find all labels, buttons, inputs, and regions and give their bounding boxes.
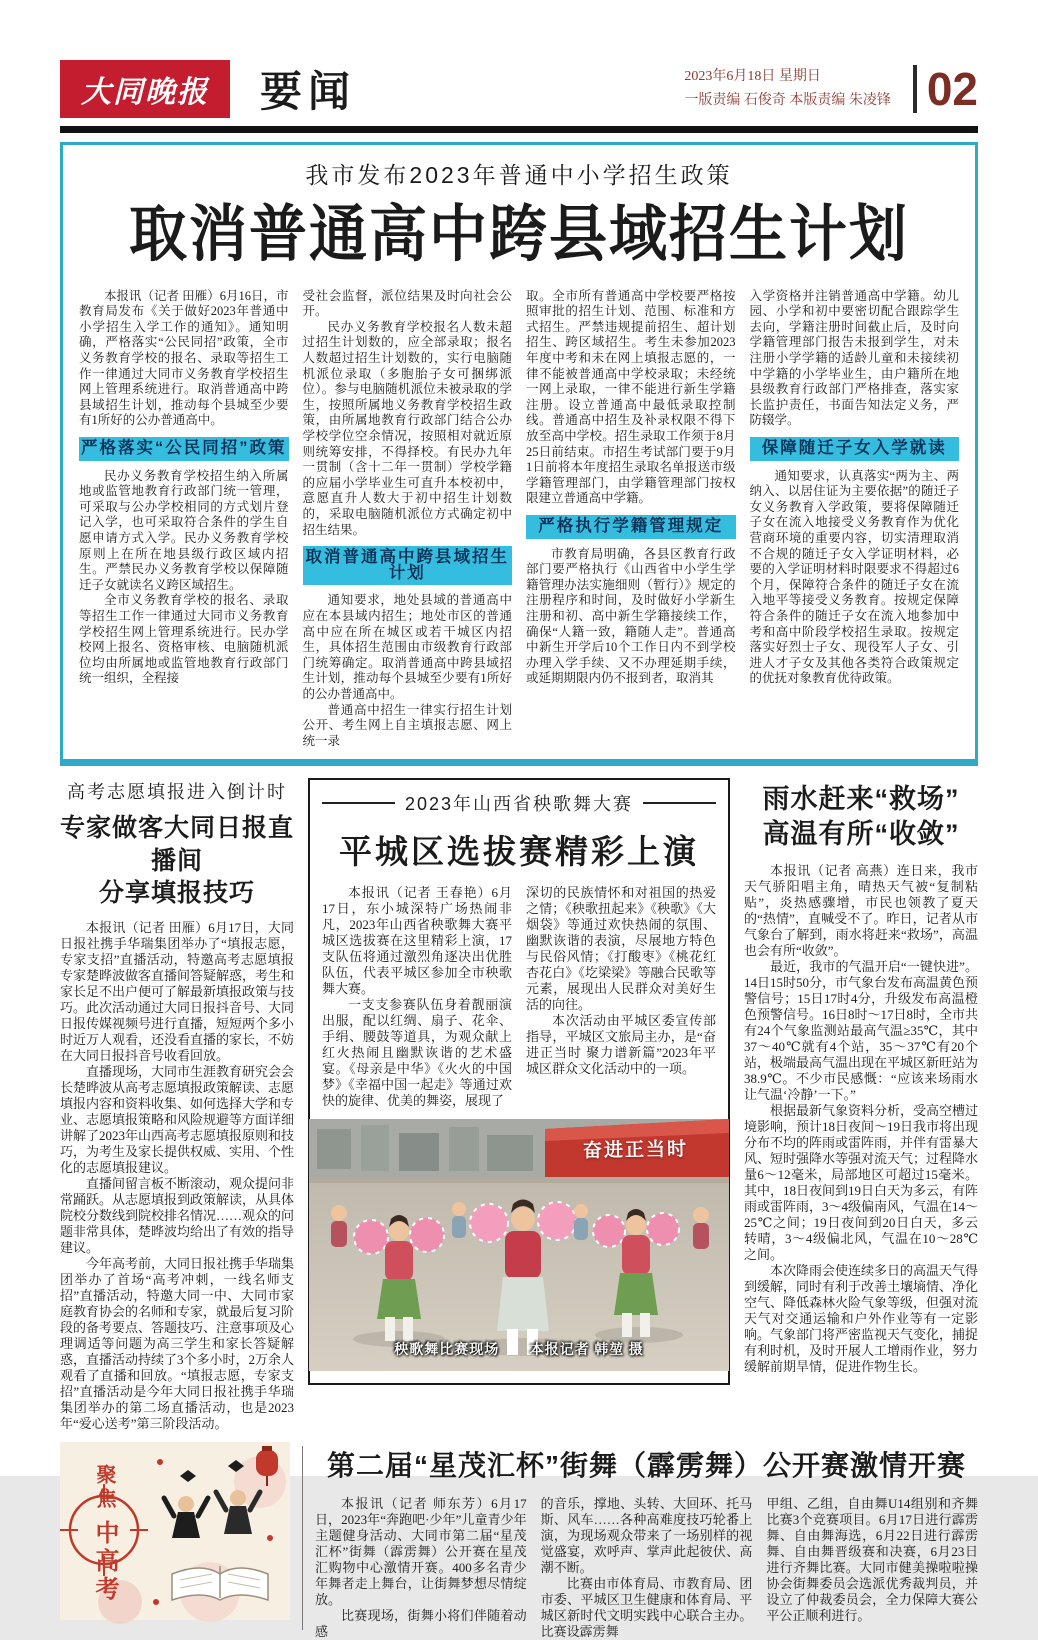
main-story-columns	[79, 289, 959, 750]
yangge-kicker-text: 2023年山西省秧歌舞大赛	[404, 794, 634, 815]
body-paragraph: 一支支参赛队伍身着靓丽演出服，配以红绸、扇子、花伞、手绢、腰鼓等道具，为观众献上红火热闹且幽默诙谐的艺术盛宴。《母亲是中华》《火火的中国梦》《幸福中国一起走》等通过欢快的旋律、优美的舞姿，展现了	[322, 997, 512, 1109]
weather-headline-line2: 高温有所“收敛”	[762, 819, 960, 850]
main-story-column-4	[750, 289, 960, 750]
dance-column-3	[766, 1496, 978, 1640]
weather-headline	[744, 782, 978, 852]
body-paragraph: 根据最新气象资料分析，受高空槽过境影响，预计18日夜间～19日我市将出现分布不均的阵雨或雷阵雨，并伴有雷暴大风、短时强降水等强对流天气；过程降水量6～12毫米，局部地区可超过15毫米。其中，18日夜间到19日白天为多云，有阵雨或雷阵雨，3～4级偏南风，气温在14～25℃之间；19日夜间到20日白天，多云转晴，3～4级偏北风，气温在10～28℃之间。	[744, 1102, 979, 1262]
body-paragraph: 取。全市所有普通高中学校要严格按照审批的招生计划、范围、标准和方式招生。严禁违规提前招生、超计划招生、跨区域招生。考生未参加2023年度中考和未在网上填报志愿的，一律不能被普通高中学校录取；未经统一网上录取，一律不能进行新生学籍注册。设立普通高中最低录取控制线。普通高中招生及补录权限不得下放至高中学校。招生录取工作须于8月25日前结束。市招生考试部门要于9月1日前将本年度招生录取名单报送市级学籍管理部门，由学籍管理部门按权限建立普通高中学籍。	[526, 288, 736, 506]
yangge-kicker	[322, 790, 716, 816]
body-paragraph: 本报讯（记者 田雁）6月16日，市教育局发布《关于做好2023年普通中小学招生入学工作的通知》。通知明确，严格落实“公民同招”政策，全市义务教育学校的报名、录取等招生工作一律通过大同市义务教育学校招生网上管理系统进行。取消普通高中跨县域招生计划，推动每个县城至少要有1所好的公办普通高中。	[79, 288, 289, 428]
dance-column-1	[315, 1496, 527, 1640]
body-paragraph: 比赛由市体育局、市教育局、团市委、平城区卫生健康和体育局、平城区新时代文明实践中心联合主办。比赛设霹雳舞	[540, 1575, 753, 1639]
body-paragraph: 市教育局明确，各县区教育行政部门要严格执行《山西省中小学生学籍管理办法实施细则（暂行）》规定的注册程序和时间，及时做好小学新生注册和初、高中新生学籍接续工作，确保“人籍一致，籍随人走”。普通高中新生开学后10个工作日内不到学校办理入学手续、又不办理延期手续，或延期期限内仍不报到者，取消其	[526, 546, 736, 686]
focus-label-top: 聚焦	[93, 1463, 115, 1512]
body-paragraph: 受社会监督，派位结果及时向社会公开。	[302, 288, 512, 319]
weather-article-body	[744, 863, 978, 1375]
open-book-illustration	[172, 1566, 268, 1600]
yangge-photo	[322, 1119, 716, 1371]
body-paragraph: 本报讯（记者 高燕）连日来，我市天气骄阳唱主角，晴热天气被“复制粘贴”，炎热感骤增，市民也领教了夏天的“热情”，直喊受不了。昨日，记者从市气象台了解到，雨水将赶来“救场”，高温也会有所“收敛”。	[744, 862, 978, 958]
main-story-column-3	[526, 289, 736, 750]
body-paragraph: 深切的民族情怀和对祖国的热爱之情；《秧歌扭起来》《秧歌》《大烟袋》等通过欢快热闹的氛围、幽默诙谐的表演，尽展地方特色与民俗风情；《打酸枣》《桃花红杏花白》《圪梁梁》等融合民歌等元素，展现出人民群众对美好生活的向往。	[526, 885, 716, 1013]
yangge-article-box	[308, 778, 730, 1385]
body-paragraph: 最近，我市的气温开启“一键快进”。14日15时50分，市气象台发布高温黄色预警信号；15日17时4分，升级发布高温橙色预警信号。16日8时～17日8时，全市共有24个气象监测站最高气温≥35℃，其中37～40℃就有4个站，35～37℃有20个站，极端最高气温出现在平城区新旺站为38.9℃。不少市民感慨：“应该来场雨水让气温‘冷静’一下。”	[744, 958, 979, 1102]
live-article-body	[60, 920, 294, 1432]
weather-article	[744, 778, 978, 1374]
main-story-kicker: 我市发布2023年普通中小学招生政策	[305, 162, 733, 188]
yangge-headline: 平城区选拔赛精彩上演	[339, 833, 699, 871]
main-story-headline: 取消普通高中跨县域招生计划	[128, 200, 909, 269]
yangge-column-2	[526, 885, 716, 1109]
photo-caption	[322, 1339, 716, 1359]
yangge-column-1	[322, 885, 512, 1109]
live-article-kicker: 高考志愿填报进入倒计时	[67, 782, 287, 803]
column-subhead: 保障随迁子女入学就读	[750, 437, 960, 461]
body-paragraph: 今年高考前，大同日报社携手华瑞集团举办了首场“高考冲刺，一线名师支招”直播活动，特邀大同一中、大同市家庭教育协会的名师和专家，就最后复习阶段的备考要点、答题技巧、注意事项及心理调适等问题为高三学生和家长答疑解惑，直播活动持续了3个多小时，2万余人观看了直播和回放。“填报志愿，专家支招”直播活动是今年大同日报社携手华瑞集团举办的第二场直播活动，也是2023年“爱心送考”第三阶段活动。	[60, 1255, 295, 1431]
column-subhead: 取消普通高中跨县域招生计划	[303, 546, 513, 585]
date-line: 2023年6月18日 星期日	[684, 69, 821, 85]
photo-caption-text: 秧歌舞比赛现场	[394, 1343, 500, 1359]
page-header	[60, 58, 978, 120]
section-title: 要闻	[260, 68, 357, 115]
body-paragraph: 民办义务教育学校招生纳入所属地或监管地教育行政部门统一管理，可采取与公办学校相同的方式划片登记入学，也可采取符合条件的学生自愿申请方式入学。民办义务教育学校原则上在所在地县级行政区域内招生。严禁民办义务教育学校以保障随迁子女就读名义跨区域招生。	[79, 468, 289, 592]
body-paragraph: 直播现场，大同市生涯教育研究会会长楚晔波从高考志愿填报政策解读、志愿填报内容和资料收集、如何选择大学和专业、志愿填报策略和风险规避等方面详细讲解了2023年山西高考志愿填报原则和技巧，为考生及家长提供权威、实用、个性化的志愿填报建议。	[60, 1063, 295, 1175]
date-block	[684, 65, 891, 113]
masthead-title: 大同晚报	[81, 76, 209, 109]
body-paragraph: 通知要求，认真落实“两为主、两纳入、以居住证为主要依据”的随迁子女义务教育入学政策，要将保障随迁子女在流入地接受义务教育作为优化营商环境的重要内容，切实清理取消不合规的随迁子女入学证明材料，必要的入学证明材料时限要求不得超过6个月，保障符合条件的随迁子女在流入地平等接受义务教育。按规定保障符合条件的随迁子女在流入地参加中考和高中阶段学校招生录取。按规定落实好烈士子女、现役军人子女、引进人才子女及其他各类符合政策规定的优抚对象教育优待政策。	[749, 468, 959, 686]
yangge-columns	[322, 885, 716, 1109]
middle-section	[60, 778, 978, 1432]
photo-banner-text: 奋进正当时	[582, 1139, 689, 1163]
main-story-column-1	[79, 289, 289, 750]
body-paragraph: 入学资格并注销普通高中学籍。幼儿园、小学和初中要密切配合跟踪学生去向，学籍注册时间截止后，及时向学籍管理部门报告未报到学生，对未注册小学学籍的适龄儿童和未接续初中学籍的小学毕业生，由户籍所在地县级教育行政部门严格排查，落实家长监护责任，书面告知法定义务，严防辍学。	[749, 288, 959, 428]
dance-article	[315, 1442, 978, 1640]
focus-graphic-box	[60, 1442, 290, 1620]
column-subhead: 严格执行学籍管理规定	[526, 515, 736, 539]
page-number-divider	[913, 65, 917, 113]
body-paragraph: 本报讯（记者 田雁）6月17日，大同日报社携手华瑞集团举办了“填报志愿，专家支招”直播活动，特邀高考志愿填报专家楚晔波做客直播间答疑解惑，考生和家长足不出户便可了解最新填报政策与技巧。此次活动通过大同日报抖音号、大同日报传媒视频号进行直播，短短两个多小时近万人观看，还没看直播的家长，不妨在大同日报抖音号收看回放。	[60, 919, 295, 1063]
live-headline-line2: 分享填报技巧	[98, 879, 255, 908]
dance-column-2	[541, 1496, 753, 1640]
page-number-block	[913, 65, 978, 113]
header-rule	[60, 126, 978, 133]
body-paragraph: 直播间留言板不断滚动，观众提问非常踊跃。从志愿填报到政策解读，从具体院校分数线到院校排名情况……观众的问题非常具体，楚晔波均给出了有效的指导建议。	[60, 1175, 295, 1255]
live-article-headline	[60, 812, 294, 910]
masthead-logo	[60, 60, 230, 118]
main-story-column-2	[303, 289, 513, 750]
weather-headline-line1: 雨水赶来“救场”	[762, 784, 960, 815]
body-paragraph: 比赛现场，街舞小将们伴随着动感	[315, 1607, 527, 1639]
main-story-box	[60, 142, 978, 766]
live-article	[60, 778, 294, 1432]
editors-line: 一版责编 石俊奇 本版责编 朱凌锋	[684, 93, 891, 108]
dance-headline: 第二届“星茂汇杯”街舞（霹雳舞）公开赛激情开赛	[326, 1449, 966, 1481]
bottom-section	[60, 1442, 978, 1640]
column-subhead: 严格落实“公民同招”政策	[79, 437, 289, 461]
body-paragraph: 本报讯（记者 王春艳）6月17日，东小城深特广场热闹非凡，2023年山西省秧歌舞大赛平城区选拔赛在这里精彩上演，17支队伍将通过激烈角逐决出优胜队伍，代表平城区参加全市秧歌舞大赛。	[322, 885, 512, 997]
body-paragraph: 全市义务教育学校的报名、录取等招生工作一律通过大同市义务教育学校招生网上管理系统进行。民办学校网上报名、资格审核、电脑随机派位均由所属地或监管地教育行政部门统一组织，全程接	[79, 593, 289, 686]
dance-columns	[315, 1496, 978, 1640]
body-paragraph: 本次降雨会使连续多日的高温天气得到缓解，同时有利于改善土壤墒情、净化空气、降低森林火险气象等级，但强对流天气对交通运输和户外作业等有一定影响。气象部门将严密监视天气变化，捕捉有利时机，及时开展人工增雨作业，努力缓解前期旱情，促进作物生长。	[744, 1262, 979, 1374]
live-headline-line1: 专家做客大同日报直播间	[60, 814, 295, 875]
body-paragraph: 普通高中招生一律实行招生计划公开、考生网上自主填报志愿、网上统一录	[302, 702, 512, 748]
body-paragraph: 通知要求，地处县域的普通高中应在本县域内招生；地处市区的普通高中应在所在城区或若干城区内招生，具体招生范围由市级教育行政部门统筹确定。取消普通高中跨县域招生计划，推动每个县城至少要有1所好的公办普通高中。	[302, 593, 512, 701]
body-paragraph: 甲组、乙组，自由舞U14组别和齐舞比赛3个竞赛项目。6月17日进行霹雳舞、自由舞海选，6月22日进行霹雳舞、自由舞晋级赛和决赛，6月23日进行齐舞比赛。大同市健美操啦啦操协会街舞委员会选派优秀裁判员，并设立了仲裁委员会，全力保障大赛公平公正顺利进行。	[766, 1495, 979, 1623]
bottom-vertical-divider	[302, 1446, 303, 1630]
body-paragraph: 的音乐，撑地、头转、大回环、托马斯、风车……各种高难度技巧轮番上演，为现场观众带来了一场别样的视觉盛宴，欢呼声、掌声此起彼伏、高潮不断。	[540, 1495, 753, 1575]
focus-label-bottom: 中高考	[91, 1519, 118, 1604]
body-paragraph: 本次活动由平城区委宣传部指导，平城区文旅局主办，是“奋进正当时 聚力谱新篇”2023年平城区群众文化活动中的一项。	[526, 1013, 716, 1077]
body-paragraph: 本报讯（记者 师东芳）6月17日，2023年“奔跑吧·少年”儿童青少年主题健身活动、大同市第二届“星茂汇杯”街舞（霹雳舞）公开赛在星茂汇购物中心激情开赛。400多名青少年舞者走上舞台，让街舞梦想尽情绽放。	[315, 1495, 527, 1607]
page-number: 02	[926, 63, 978, 115]
photo-credit: 本报记者 韩堃 摄	[529, 1343, 644, 1359]
body-paragraph: 民办义务教育学校报名人数未超过招生计划数的，应全部录取；报名人数超过招生计划数的，实行电脑随机派位录取（多胞胎子女可捆绑派位）。参与电脑随机派位未被录取的学生，按照所属地义务教育学校招生政策，由所属地教育行政部门结合公办学校学位空余情况，按照相对就近原则统筹安排，不得择校。有民办九年一贯制（含十二年一贯制）学校学籍的应届小学毕业生可直升本校初中，意愿直升人数大于初中招生计划数的，采取电脑随机派位方式确定初中招生结果。	[302, 319, 512, 537]
